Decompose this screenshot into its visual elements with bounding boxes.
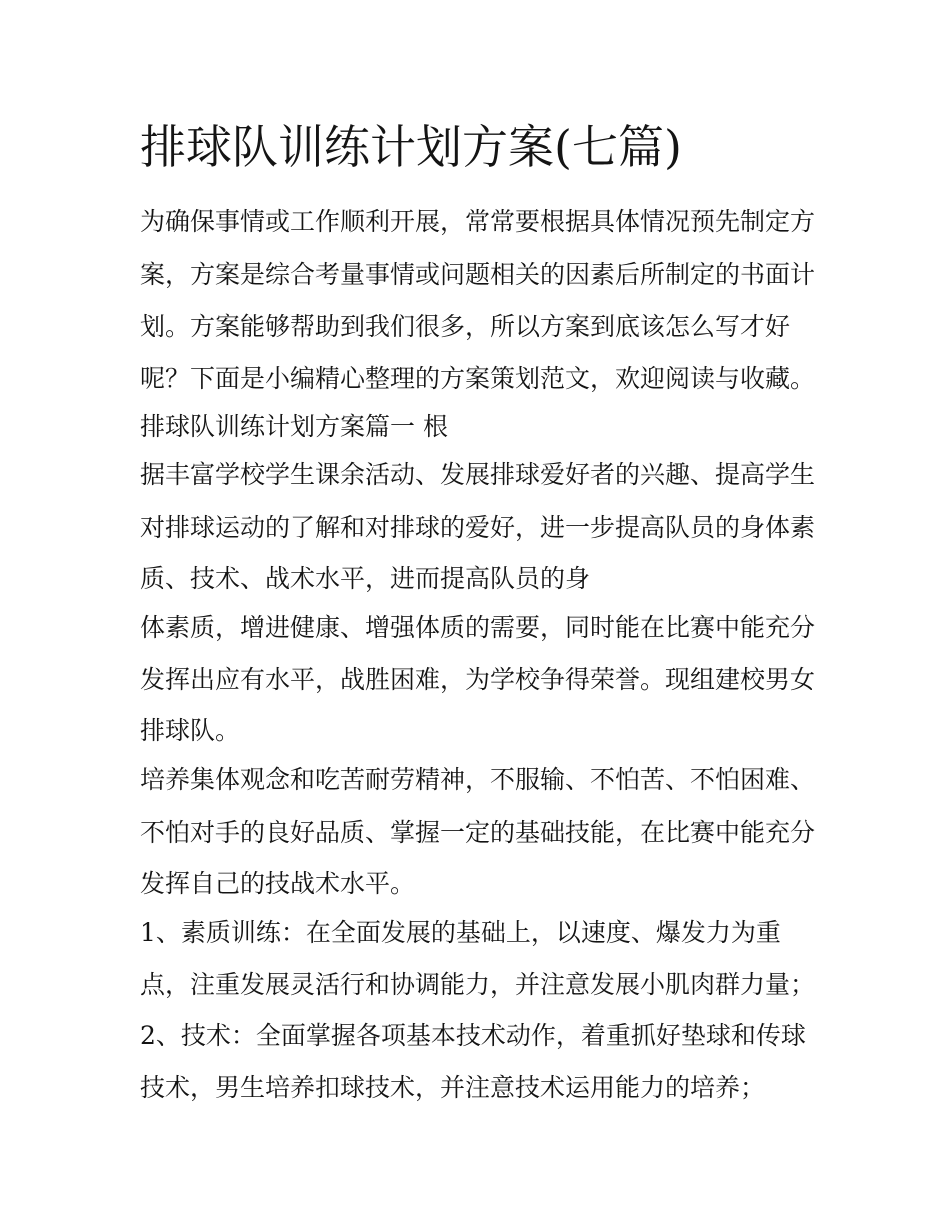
paragraph-line: 据丰富学校学生课余活动、发展排球爱好者的兴趣、提高学生 [140, 460, 816, 489]
paragraph-line: 体素质，增进健康、增强体质的需要，同时能在比赛中能充分 [140, 613, 816, 642]
list-item-line: 1、素质训练：在全面发展的基础上，以速度、爆发力为重 [140, 918, 781, 947]
paragraph-line: 发挥自己的技战术水平。 [140, 869, 416, 898]
document-title: 排球队训练计划方案(七篇) [140, 120, 682, 174]
paragraph-line: 划。方案能够帮助到我们很多，所以方案到底该怎么写才好 [140, 312, 791, 341]
paragraph-line: 案，方案是综合考量事情或问题相关的因素后所制定的书面计 [140, 260, 816, 289]
paragraph-line: 对排球运动的了解和对排球的爱好，进一步提高队员的身体素 [140, 513, 816, 542]
section-heading-line: 排球队训练计划方案篇一 根 [140, 412, 448, 441]
list-item-line: 2、技术：全面掌握各项基本技术动作，着重抓好垫球和传球 [140, 1021, 806, 1050]
paragraph-line: 不怕对手的良好品质、掌握一定的基础技能，在比赛中能充分 [140, 818, 816, 847]
paragraph-line: 发挥出应有水平，战胜困难，为学校争得荣誉。现组建校男女 [140, 665, 816, 694]
paragraph-line: 呢？下面是小编精心整理的方案策划范文，欢迎阅读与收藏。 [140, 364, 816, 393]
paragraph-line: 为确保事情或工作顺利开展，常常要根据具体情况预先制定方 [140, 207, 816, 236]
paragraph-line: 培养集体观念和吃苦耐劳精神，不服输、不怕苦、不怕困难、 [140, 765, 816, 794]
list-item-line: 点，注重发展灵活行和协调能力，并注意发展小肌肉群力量； [140, 970, 816, 999]
list-item-line: 技术，男生培养扣球技术，并注意技术运用能力的培养； [140, 1073, 766, 1102]
paragraph-line: 排球队。 [140, 716, 241, 745]
paragraph-line: 质、技术、战术水平，进而提高队员的身 [140, 564, 591, 593]
